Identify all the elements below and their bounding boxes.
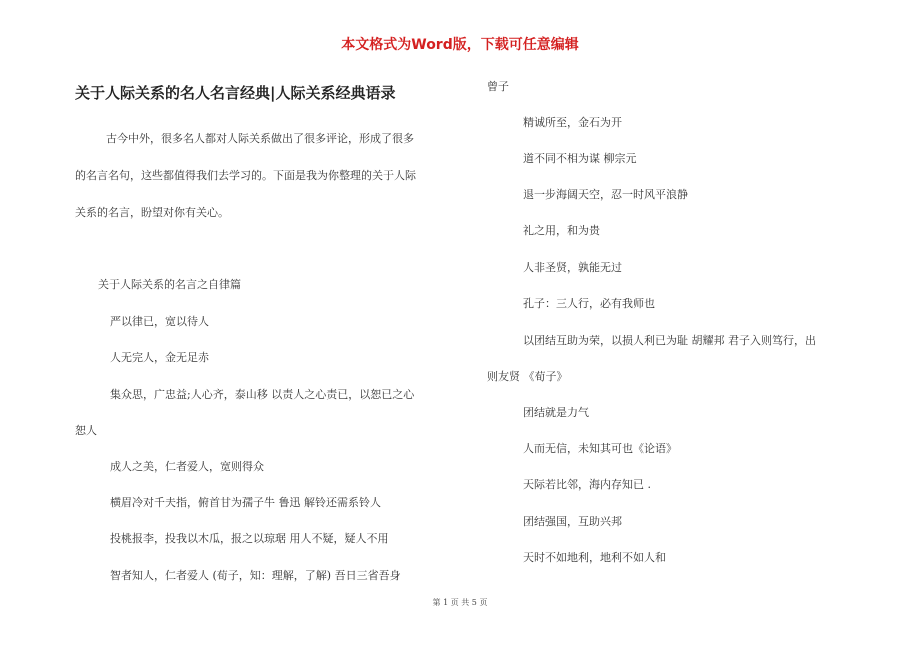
quote-line: 智者知人，仁者爱人 (荀子，知：理解，了解) 吾日三省吾身 xyxy=(110,569,401,582)
quote-line: 曾子 xyxy=(487,80,509,93)
quote-line: 集众思，广忠益;人心齐，泰山移 以责人之心责已，以恕已之心 xyxy=(110,388,415,401)
quote-line: 严以律已，宽以待人 xyxy=(110,315,209,328)
quote-line: 人无完人，金无足赤 xyxy=(110,351,209,364)
section-heading: 关于人际关系的名言之自律篇 xyxy=(98,278,241,291)
page-number: 第 1 页 共 5 页 xyxy=(432,598,488,607)
quote-line: 以团结互助为荣，以损人利已为耻 胡耀邦 君子入则笃行，出 xyxy=(523,334,816,347)
quote-line: 恕人 xyxy=(75,424,97,437)
quote-line: 天时不如地利，地利不如人和 xyxy=(523,551,666,564)
intro-line: 关系的名言，盼望对你有关心。 xyxy=(75,206,229,219)
quote-line: 礼之用，和为贵 xyxy=(523,224,600,237)
quote-line: 退一步海阔天空，忍一时风平浪静 xyxy=(523,188,688,201)
quote-line: 则友贤 《荀子》 xyxy=(487,370,568,383)
quote-line: 道不同不相为谋 柳宗元 xyxy=(523,152,637,165)
quote-line: 成人之美，仁者爱人，宽则得众 xyxy=(110,460,264,473)
quote-line: 人非圣贤，孰能无过 xyxy=(523,261,622,274)
format-banner: 本文格式为Word版，下载可任意编辑 xyxy=(341,37,579,53)
intro-line: 的名言名句，这些都值得我们去学习的。下面是我为你整理的关于人际 xyxy=(75,169,416,182)
quote-line: 投桃报李，投我以木瓜，报之以琼琚 用人不疑，疑人不用 xyxy=(110,532,389,545)
quote-line: 天际若比邻，海内存知已 . xyxy=(523,478,651,491)
document-title: 关于人际关系的名人名言经典|人际关系经典语录 xyxy=(75,84,396,102)
quote-line: 团结就是力气 xyxy=(523,406,589,419)
intro-line: 古今中外，很多名人都对人际关系做出了很多评论，形成了很多 xyxy=(106,132,414,145)
quote-line: 孔子：三人行，必有我师也 xyxy=(523,297,655,310)
quote-line: 团结强国，互助兴邦 xyxy=(523,515,622,528)
quote-line: 精诚所至，金石为开 xyxy=(523,116,622,129)
quote-line: 横眉冷对千夫指，俯首甘为孺子牛 鲁迅 解铃还需系铃人 xyxy=(110,496,381,509)
quote-line: 人而无信，未知其可也《论语》 xyxy=(523,442,677,455)
